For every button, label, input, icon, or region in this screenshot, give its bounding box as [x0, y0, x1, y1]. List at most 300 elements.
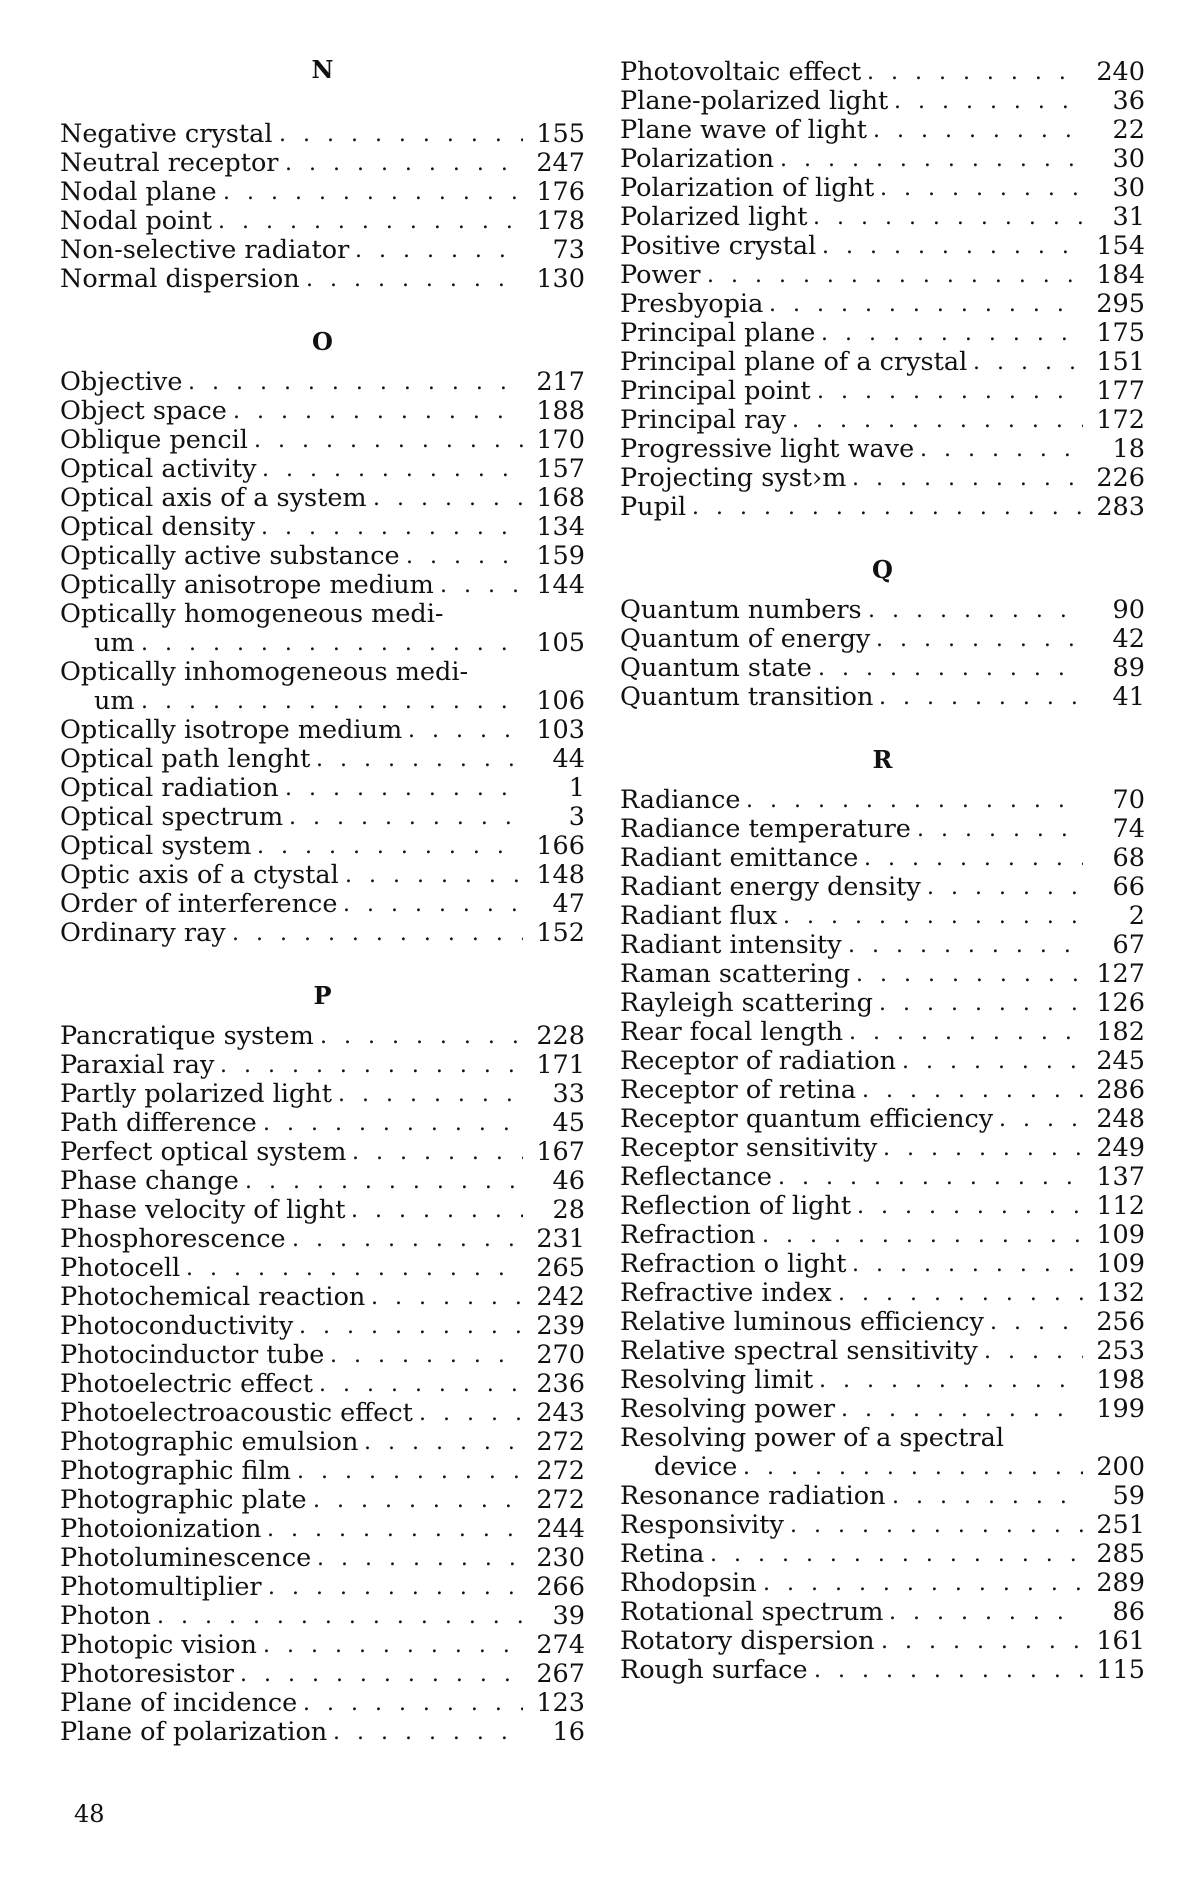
index-entry: [620, 232, 1145, 261]
entry-term: Relative luminous efficiency: [620, 1308, 984, 1337]
index-entry: [620, 960, 1145, 989]
entry-term: Optically active substance: [60, 542, 400, 571]
index-entry: [620, 1047, 1145, 1076]
index-entry: [620, 435, 1145, 464]
entry-page-number: 126: [1083, 989, 1145, 1018]
index-entry: [620, 844, 1145, 873]
entry-page-number: 256: [1083, 1308, 1145, 1337]
entry-page-number: 167: [523, 1138, 585, 1167]
dot-leader: [822, 232, 1083, 261]
index-entry: [620, 377, 1145, 406]
index-entry: [60, 1341, 585, 1370]
index-entry: [620, 319, 1145, 348]
index-entry: [60, 178, 585, 207]
index-entry: [620, 1279, 1145, 1308]
entry-term: Ordinary ray: [60, 919, 226, 948]
index-entry: [60, 1167, 585, 1196]
entry-term: Radiant flux: [620, 902, 777, 931]
entry-term: Presbyopia: [620, 290, 763, 319]
dot-leader: [841, 1395, 1083, 1424]
entry-term: Polarization of light: [620, 174, 874, 203]
dot-leader: [692, 493, 1083, 522]
entry-page-number: 31: [1083, 203, 1145, 232]
dot-leader: [303, 1689, 523, 1718]
entry-page-number: 59: [1083, 1482, 1145, 1511]
dot-leader: [707, 261, 1083, 290]
entry-term: Optic axis of a ctystal: [60, 861, 339, 890]
dot-leader: [814, 1656, 1083, 1685]
entry-page-number: 243: [523, 1399, 585, 1428]
dot-leader: [262, 455, 523, 484]
entry-page-number: 68: [1083, 844, 1145, 873]
index-entry: [620, 1656, 1145, 1685]
dot-leader: [333, 1718, 523, 1747]
dot-leader: [999, 1105, 1083, 1134]
dot-leader: [319, 1370, 523, 1399]
index-entry: [60, 1573, 585, 1602]
index-entry: [60, 426, 585, 455]
entry-term: Photoluminescence: [60, 1544, 311, 1573]
index-entry: [620, 1482, 1145, 1511]
entry-page-number: 178: [523, 207, 585, 236]
entry-term: Resolving power of a spectral: [620, 1424, 1004, 1453]
dot-leader: [289, 803, 523, 832]
index-entry: [60, 1312, 585, 1341]
index-entry: [620, 1018, 1145, 1047]
entry-page-number: 44: [523, 745, 585, 774]
entry-term: Principal point: [620, 377, 811, 406]
index-entry: [60, 1225, 585, 1254]
entry-term: Photographic film: [60, 1457, 291, 1486]
dot-leader: [440, 571, 523, 600]
entry-term: Phosphorescence: [60, 1225, 286, 1254]
dot-leader: [338, 1080, 523, 1109]
entry-term: Radiant emittance: [620, 844, 858, 873]
right-column: [620, 58, 1145, 1685]
index-entry: [620, 1366, 1145, 1395]
dot-leader: [352, 1138, 523, 1167]
entry-page-number: 33: [523, 1080, 585, 1109]
section-heading: P: [60, 970, 585, 1022]
index-entry: [60, 1457, 585, 1486]
index-entry: [60, 1022, 585, 1051]
entry-page-number: 130: [523, 265, 585, 294]
entry-term: Radiant energy density: [620, 873, 921, 902]
entry-term: Neutral receptor: [60, 149, 279, 178]
dot-leader: [233, 397, 523, 426]
entry-term: Plane of polarization: [60, 1718, 327, 1747]
entry-page-number: 286: [1083, 1076, 1145, 1105]
dot-leader: [419, 1399, 523, 1428]
index-entry: [620, 1569, 1145, 1598]
entry-term: Photon: [60, 1602, 151, 1631]
entry-term: Radiant intensity: [620, 931, 842, 960]
dot-leader: [320, 1022, 523, 1051]
dot-leader: [818, 654, 1083, 683]
dot-leader: [223, 178, 523, 207]
dot-leader: [821, 319, 1083, 348]
dot-leader: [819, 1366, 1083, 1395]
dot-leader: [817, 377, 1083, 406]
dot-leader: [408, 716, 523, 745]
index-entry: [60, 1254, 585, 1283]
index-entry: [60, 774, 585, 803]
dot-leader: [268, 1573, 523, 1602]
index-entry: [60, 1370, 585, 1399]
dot-leader: [762, 1221, 1083, 1250]
entry-page-number: 73: [523, 236, 585, 265]
entry-page-number: 228: [523, 1022, 585, 1051]
entry-term: Optical system: [60, 832, 251, 861]
index-entry: [620, 1511, 1145, 1540]
dot-leader: [141, 629, 523, 658]
dot-leader: [306, 265, 523, 294]
dot-leader: [299, 1312, 523, 1341]
entry-page-number: 240: [1083, 58, 1145, 87]
index-entry: [620, 654, 1145, 683]
entry-term: Plane of incidence: [60, 1689, 297, 1718]
index-entry: [620, 1134, 1145, 1163]
dot-leader: [232, 919, 523, 948]
entry-page-number: 16: [523, 1718, 585, 1747]
dot-leader: [218, 207, 523, 236]
dot-leader: [873, 116, 1083, 145]
entry-term: Retina: [620, 1540, 704, 1569]
entry-term: Optical axis of a system: [60, 484, 367, 513]
entry-page-number: 42: [1083, 625, 1145, 654]
index-entry: [60, 1515, 585, 1544]
entry-page-number: 274: [523, 1631, 585, 1660]
entry-term: Plane wave of light: [620, 116, 867, 145]
dot-leader: [879, 683, 1083, 712]
entry-term: Rhodopsin: [620, 1569, 757, 1598]
entry-page-number: 148: [523, 861, 585, 890]
index-entry: [620, 290, 1145, 319]
entry-page-number: 89: [1083, 654, 1145, 683]
entry-page-number: 30: [1083, 174, 1145, 203]
entry-page-number: 70: [1083, 786, 1145, 815]
index-entry: [60, 832, 585, 861]
dot-leader: [263, 1109, 523, 1138]
entry-term: Photocinductor tube: [60, 1341, 324, 1370]
dot-leader: [864, 844, 1083, 873]
entry-term: Objective: [60, 368, 182, 397]
dot-leader: [920, 435, 1083, 464]
entry-page-number: 171: [523, 1051, 585, 1080]
entry-term: Partly polarized light: [60, 1080, 332, 1109]
entry-term: Resolving power: [620, 1395, 835, 1424]
index-entry: [620, 58, 1145, 87]
dot-leader: [984, 1337, 1083, 1366]
entry-term: Refraction: [620, 1221, 756, 1250]
entry-term: Order of interference: [60, 890, 337, 919]
entry-term: Quantum numbers: [620, 596, 862, 625]
entry-term: Optically anisotrope medium: [60, 571, 434, 600]
index-entry: [60, 890, 585, 919]
entry-page-number: 137: [1083, 1163, 1145, 1192]
entry-page-number: 182: [1083, 1018, 1145, 1047]
entry-term: Refractive index: [620, 1279, 832, 1308]
index-entry: [620, 1105, 1145, 1134]
entry-page-number: 175: [1083, 319, 1145, 348]
index-entry: [60, 1283, 585, 1312]
entry-page-number: 251: [1083, 1511, 1145, 1540]
index-entry: [60, 207, 585, 236]
entry-term: Progressive light wave: [620, 435, 914, 464]
entry-page-number: 272: [523, 1486, 585, 1515]
index-entry: [620, 1221, 1145, 1250]
dot-leader: [297, 1457, 523, 1486]
entry-term: Photoresistor: [60, 1660, 234, 1689]
entry-page-number: 295: [1083, 290, 1145, 319]
dot-leader: [220, 1051, 523, 1080]
entry-term: Phase change: [60, 1167, 239, 1196]
index-entry: [60, 919, 585, 948]
entry-term: Raman scattering: [620, 960, 850, 989]
entry-page-number: 132: [1083, 1279, 1145, 1308]
entry-page-number: 199: [1083, 1395, 1145, 1424]
entry-term: Refraction o light: [620, 1250, 846, 1279]
entry-term: device: [654, 1453, 737, 1482]
entry-term: Photochemical reaction: [60, 1283, 365, 1312]
dot-leader: [892, 1482, 1083, 1511]
entry-page-number: 283: [1083, 493, 1145, 522]
entry-page-number: 266: [523, 1573, 585, 1602]
entry-term: um: [94, 629, 135, 658]
entry-term: Pancratique system: [60, 1022, 314, 1051]
dot-leader: [838, 1279, 1083, 1308]
index-entry: [60, 455, 585, 484]
entry-page-number: 289: [1083, 1569, 1145, 1598]
entry-term: Photomultiplier: [60, 1573, 262, 1602]
section-heading: O: [60, 316, 585, 368]
index-entry: [60, 716, 585, 745]
entry-term: Rayleigh scattering: [620, 989, 873, 1018]
dot-leader: [902, 1047, 1083, 1076]
entry-term: Path difference: [60, 1109, 257, 1138]
entry-term: Optically homogeneous medi-: [60, 600, 444, 629]
entry-page-number: 127: [1083, 960, 1145, 989]
dot-leader: [257, 832, 523, 861]
page-number: 48: [74, 1800, 105, 1828]
entry-page-number: 236: [523, 1370, 585, 1399]
dot-leader: [849, 1018, 1083, 1047]
index-entry: [620, 786, 1145, 815]
dot-leader: [279, 120, 523, 149]
dot-leader: [316, 745, 523, 774]
entry-term: Phase velocity of light: [60, 1196, 345, 1225]
index-entry: [60, 1660, 585, 1689]
index-entry: [60, 1051, 585, 1080]
entry-term: Principal plane of a crystal: [620, 348, 967, 377]
entry-term: Nodal point: [60, 207, 212, 236]
index-entry: [620, 1308, 1145, 1337]
dot-leader: [746, 786, 1083, 815]
entry-page-number: 152: [523, 919, 585, 948]
entry-term: Receptor quantum efficiency: [620, 1105, 993, 1134]
dot-leader: [856, 960, 1083, 989]
index-entry: [60, 571, 585, 600]
entry-term: Photoelectric effect: [60, 1370, 313, 1399]
index-entry: [60, 1399, 585, 1428]
index-entry: [60, 1689, 585, 1718]
entry-term: Non-selective radiator: [60, 236, 349, 265]
index-entry: [60, 1718, 585, 1747]
index-entry: [60, 1138, 585, 1167]
entry-term: Quantum of energy: [620, 625, 870, 654]
entry-term: Rotatory dispersion: [620, 1627, 875, 1656]
entry-page-number: 144: [523, 571, 585, 600]
entry-page-number: 86: [1083, 1598, 1145, 1627]
dot-leader: [868, 596, 1083, 625]
index-entry: [620, 348, 1145, 377]
entry-term: Rear focal length: [620, 1018, 843, 1047]
index-entry: [60, 1109, 585, 1138]
entry-term: Object space: [60, 397, 227, 426]
dot-leader: [763, 1569, 1083, 1598]
entry-term: Plane-polarized light: [620, 87, 888, 116]
dot-leader: [848, 931, 1083, 960]
entry-term: Pupil: [620, 493, 686, 522]
index-entry: [60, 600, 585, 658]
index-entry: [620, 1540, 1145, 1569]
index-entry: [620, 683, 1145, 712]
entry-term: Optical radiation: [60, 774, 279, 803]
index-entry: [60, 397, 585, 426]
index-entry: [620, 1076, 1145, 1105]
entry-term: Negative crystal: [60, 120, 273, 149]
entry-page-number: 161: [1083, 1627, 1145, 1656]
entry-page-number: 249: [1083, 1134, 1145, 1163]
entry-page-number: 226: [1083, 464, 1145, 493]
index-entry: [620, 1627, 1145, 1656]
dot-leader: [141, 687, 523, 716]
dot-leader: [927, 873, 1083, 902]
dot-leader: [778, 1163, 1083, 1192]
entry-term: Receptor sensitivity: [620, 1134, 877, 1163]
entry-term: Positive crystal: [620, 232, 816, 261]
dot-leader: [285, 774, 523, 803]
entry-term: Optically isotrope medium: [60, 716, 402, 745]
index-entry: [620, 931, 1145, 960]
entry-page-number: 159: [523, 542, 585, 571]
entry-page-number: 172: [1083, 406, 1145, 435]
index-entry: [60, 265, 585, 294]
entry-page-number: 267: [523, 1660, 585, 1689]
entry-page-number: 105: [523, 629, 585, 658]
dot-leader: [317, 1544, 523, 1573]
index-entry: [620, 464, 1145, 493]
index-entry: [620, 1250, 1145, 1279]
entry-term: Receptor of retina: [620, 1076, 856, 1105]
dot-leader: [186, 1254, 523, 1283]
entry-term: Optical spectrum: [60, 803, 283, 832]
entry-term: Optical path lenght: [60, 745, 310, 774]
entry-term: Optical activity: [60, 455, 256, 484]
dot-leader: [345, 861, 523, 890]
index-entry: [60, 1486, 585, 1515]
entry-term: um: [94, 687, 135, 716]
entry-page-number: 41: [1083, 683, 1145, 712]
entry-page-number: 115: [1083, 1656, 1145, 1685]
index-entry: [60, 149, 585, 178]
index-entry: [60, 484, 585, 513]
entry-page-number: 157: [523, 455, 585, 484]
entry-term: Photoconductivity: [60, 1312, 293, 1341]
dot-leader: [792, 406, 1083, 435]
dot-leader: [783, 902, 1083, 931]
dot-leader: [330, 1341, 523, 1370]
entry-page-number: 90: [1083, 596, 1145, 625]
dot-leader: [883, 1134, 1083, 1163]
entry-term: Principal plane: [620, 319, 815, 348]
dot-leader: [373, 484, 523, 513]
dot-leader: [292, 1225, 523, 1254]
index-entry: [60, 1080, 585, 1109]
entry-page-number: 245: [1083, 1047, 1145, 1076]
index-entry: [60, 1631, 585, 1660]
dot-leader: [285, 149, 523, 178]
index-entry: [620, 261, 1145, 290]
dot-leader: [813, 203, 1083, 232]
index-entry: [620, 625, 1145, 654]
index-entry: [60, 513, 585, 542]
index-entry: [620, 493, 1145, 522]
index-entry: [60, 1428, 585, 1457]
index-entry: [60, 803, 585, 832]
entry-term: Responsivity: [620, 1511, 784, 1540]
index-entry: [620, 203, 1145, 232]
entry-page-number: 45: [523, 1109, 585, 1138]
dot-leader: [406, 542, 523, 571]
entry-term: Photoionization: [60, 1515, 261, 1544]
index-entry: [620, 116, 1145, 145]
entry-term: Oblique pencil: [60, 426, 248, 455]
dot-leader: [743, 1453, 1083, 1482]
dot-leader: [857, 1192, 1083, 1221]
entry-page-number: 168: [523, 484, 585, 513]
entry-term: Perfect optical system: [60, 1138, 346, 1167]
index-entry: [620, 1192, 1145, 1221]
dot-leader: [364, 1428, 523, 1457]
entry-term: Resolving limit: [620, 1366, 813, 1395]
index-entry: [620, 902, 1145, 931]
entry-term: Radiance temperature: [620, 815, 911, 844]
entry-term: Optically inhomogeneous medi-: [60, 658, 468, 687]
entry-term: Resonance radiation: [620, 1482, 886, 1511]
index-entry: [620, 1424, 1145, 1482]
index-entry: [620, 873, 1145, 902]
dot-leader: [351, 1196, 523, 1225]
section-heading: R: [620, 734, 1145, 786]
entry-page-number: 198: [1083, 1366, 1145, 1395]
entry-page-number: 47: [523, 890, 585, 919]
index-entry: [620, 145, 1145, 174]
entry-term: Photocell: [60, 1254, 180, 1283]
dot-leader: [990, 1308, 1083, 1337]
dot-leader: [894, 87, 1083, 116]
entry-term: Rotational spectrum: [620, 1598, 883, 1627]
entry-page-number: 247: [523, 149, 585, 178]
dot-leader: [889, 1598, 1083, 1627]
entry-page-number: 265: [523, 1254, 585, 1283]
entry-term: Paraxial ray: [60, 1051, 214, 1080]
index-entry: [60, 1544, 585, 1573]
entry-page-number: 103: [523, 716, 585, 745]
dot-leader: [254, 426, 523, 455]
dot-leader: [157, 1602, 523, 1631]
dot-leader: [263, 1631, 523, 1660]
